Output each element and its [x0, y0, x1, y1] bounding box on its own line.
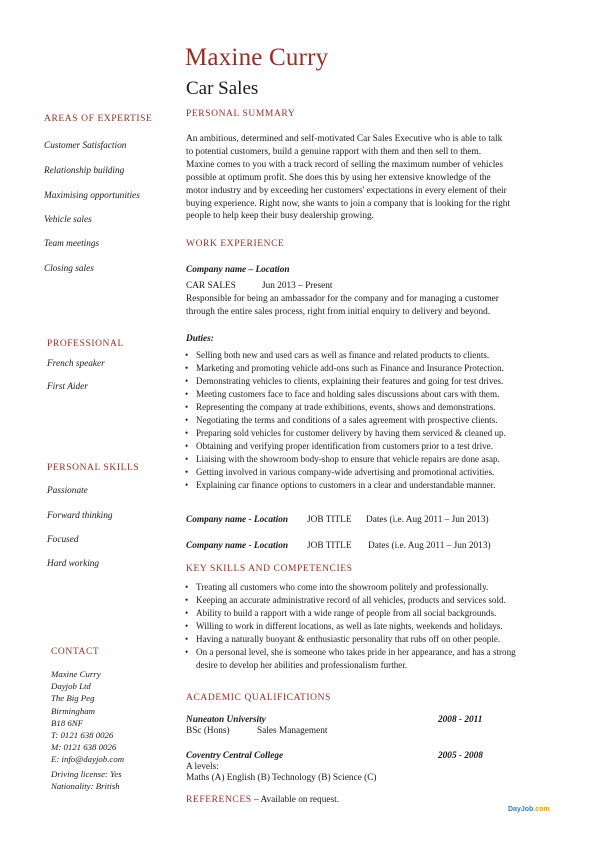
contact-block	[51, 668, 124, 766]
duty-item: • Getting involved in various company-wide advertising and promotional activities.	[184, 466, 554, 479]
university-name: Nuneaton University	[186, 715, 266, 725]
expertise-item: Relationship building	[44, 166, 125, 176]
duty-item: • Obtaining and verifying proper identification from customers prior to a test drive.	[184, 440, 554, 453]
expertise-item: Team meetings	[44, 239, 100, 249]
personal-skill-item: Focused	[47, 535, 79, 545]
contact-heading: CONTACT	[51, 647, 100, 657]
contact-name: Maxine Curry	[51, 669, 101, 679]
contact-company: Dayjob Ltd	[51, 681, 91, 692]
university-degree: BSc (Hons)	[186, 726, 230, 736]
expertise-heading: AREAS OF EXPERTISE	[44, 114, 153, 124]
nationality: Nationality: British	[51, 781, 120, 791]
personal-summary-heading: PERSONAL SUMMARY	[186, 109, 296, 119]
personal-summary-text: An ambitious, determined and self-motivated Car Sales Executive who is able to talk to potential customers, build a genuine rapport with them and then sell to them. Maxine comes to you with a track record of selling the maximum number of vehicles possible at optimum profit. She does this by using her extensive knowledge of the motor industry and by exceeding her customers' expectations in every element of their buying experience. Right now, she wants to join a company that is looking for the right people to help keep their busy dealership growing.	[186, 134, 510, 222]
job2-company: Company name - Location	[186, 515, 289, 525]
contact-postcode: B18 6NF	[51, 717, 84, 728]
duty-item: • Meeting customers face to face and holding sales discussions about cars with them.	[184, 388, 554, 401]
contact-telephone: T: 0121 638 0026	[51, 730, 114, 741]
contact-address-1: The Big Peg	[51, 693, 95, 704]
logo-suffix: .com	[533, 806, 550, 813]
personal-skills-heading: PERSONAL SKILLS	[47, 463, 140, 473]
job1-dates: Jun 2013 – Present	[262, 281, 333, 291]
driving-license: Driving license: Yes	[51, 769, 122, 779]
contact-email[interactable]: E: info@dayjob.com	[51, 754, 125, 765]
academic-heading: ACADEMIC QUALIFICATIONS	[186, 693, 331, 703]
university-dates: 2008 - 2011	[438, 715, 483, 725]
personal-skill-item: Passionate	[47, 486, 88, 496]
duties-label: Duties:	[186, 334, 214, 344]
logo-text: DayJob	[508, 806, 534, 813]
expertise-item: Customer Satisfaction	[44, 141, 127, 151]
personal-skill-item: Forward thinking	[47, 511, 113, 521]
references-heading: REFERENCES	[186, 795, 252, 805]
professional-heading: PROFESSIONAL	[47, 339, 124, 349]
duties-list	[184, 349, 554, 491]
references-line	[186, 795, 339, 805]
expertise-item: Closing sales	[44, 264, 94, 274]
duty-item: • Selling both new and used cars as well as finance and related products to clients.	[184, 349, 554, 362]
college-name: Coventry Central College	[186, 751, 284, 761]
duty-item: • Negotiating the terms and conditions of a sales agreement with prospective clients.	[184, 414, 554, 427]
duty-item: • Representing the company at trade exhibitions, events, shows and demonstrations.	[184, 401, 554, 414]
personal-skill-item: Hard working	[47, 559, 100, 569]
duty-item: • Demonstrating vehicles to clients, explaining their features and going for test drives.	[184, 375, 554, 388]
job1-description: Responsible for being an ambassador for the company and for managing a customer through the entire sales process, right from initial enquiry to delivery and beyond.	[186, 294, 499, 317]
candidate-name: Maxine Curry	[185, 44, 329, 71]
job1-title: CAR SALES	[186, 281, 236, 291]
key-skill-item: • Willing to work in different locations, as well as late nights, weekends and holidays.	[184, 620, 544, 633]
key-skills-list	[184, 581, 544, 672]
work-experience-heading: WORK EXPERIENCE	[186, 239, 285, 249]
alevels-label: A levels:	[186, 762, 219, 772]
university-subject: Sales Management	[257, 726, 328, 736]
job2-dates: Dates (i.e. Aug 2011 – Jun 2013)	[366, 515, 489, 525]
duty-item: • Marketing and promoting vehicle add-ons such as Finance and Insurance Protection.	[184, 362, 554, 375]
key-skill-item: • Keeping an accurate administrative record of all vehicles, products and services sold.	[184, 594, 544, 607]
key-skill-item: • Treating all customers who come into the showroom politely and professionally.	[184, 581, 544, 594]
key-skill-item: • On a personal level, she is someone who takes pride in her appearance, and has a strong desire to develop her abilities and professionalism further.	[184, 646, 516, 672]
duty-item: • Preparing sold vehicles for customer delivery by having them serviced & cleaned up.	[184, 427, 554, 440]
alevels-grades: Maths (A) English (B) Technology (B) Science (C)	[186, 773, 377, 783]
duty-item: • Liaising with the showroom body-shop to ensure that vehicle repairs are done asap.	[184, 453, 554, 466]
job1-company: Company name – Location	[186, 265, 290, 275]
job3-title: JOB TITLE	[307, 541, 352, 551]
job3-dates: Dates (i.e. Aug 2011 – Jun 2013)	[368, 541, 491, 551]
expertise-item: Vehicle sales	[44, 215, 92, 225]
expertise-item: Maximising opportunities	[44, 191, 140, 201]
college-dates: 2005 - 2008	[438, 751, 483, 761]
professional-item: First Aider	[47, 382, 88, 392]
job-role-title: Car Sales	[186, 78, 259, 99]
references-text: – Available on request.	[251, 795, 340, 805]
key-skills-heading: KEY SKILLS AND COMPETENCIES	[186, 564, 353, 574]
contact-address-2: Birmingham	[51, 705, 95, 716]
key-skill-item: • Having a naturally buoyant & enthusiastic personality that rubs off on other people.	[184, 633, 544, 646]
duty-item: • Explaining car finance options to customers in a clear and understandable manner.	[184, 479, 554, 492]
job2-title: JOB TITLE	[307, 515, 352, 525]
job3-company: Company name - Location	[186, 541, 289, 551]
professional-item: French speaker	[47, 359, 105, 369]
key-skill-item: • Ability to build a rapport with a wide range of people from all social backgrounds.	[184, 607, 544, 620]
contact-mobile: M: 0121 638 0026	[51, 742, 117, 753]
dayjob-logo[interactable]	[508, 806, 550, 813]
